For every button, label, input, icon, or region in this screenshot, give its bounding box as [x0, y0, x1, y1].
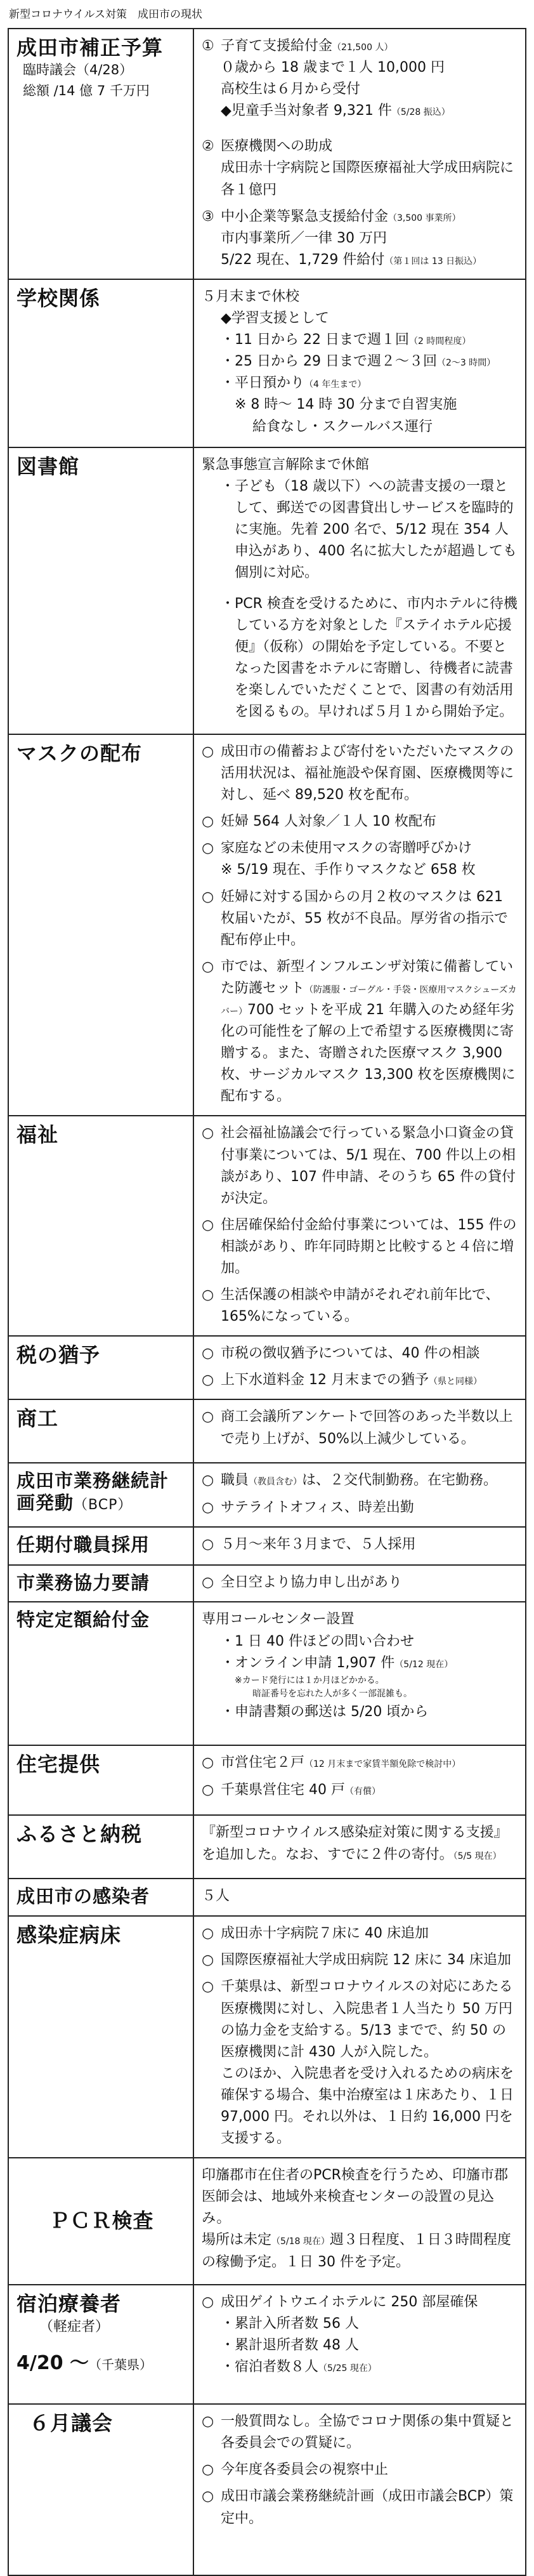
- mask-title: マスクの配布: [16, 741, 143, 765]
- commerce-item-1-mark: ○: [202, 1409, 214, 1425]
- bcp-title-note: （BCP）: [74, 1497, 133, 1514]
- special-line-3: ・オンライン申請 1,907 件: [221, 1655, 395, 1671]
- welfare-title: 福祉: [16, 1123, 59, 1147]
- mask-item-5-text-b: 700 セットを平成 21 年購入のため経年劣化の可能性を了解の上で希望する医療機関に寄贈する。また、寄贈された医療マスク 3,900 枚、サージカルマスク 13,300 枚を医療機関に配布する。: [221, 1001, 516, 1105]
- content-furusato: [193, 1815, 526, 1879]
- page-header: [0, 0, 534, 28]
- content-commerce: [193, 1399, 526, 1463]
- welfare-item-1: [202, 1123, 519, 1209]
- content-pcr: [193, 2158, 526, 2285]
- content-special: [193, 1602, 526, 1745]
- pcr-text-2-note: （5/18 現在）: [271, 2236, 330, 2247]
- lodging-item-1: [202, 2292, 519, 2378]
- row-special: [8, 1602, 526, 1745]
- budget-item-1-line-1: ０歳から 18 歳まで１人 10,000 円: [221, 60, 445, 76]
- commerce-title: 商工: [16, 1406, 59, 1431]
- row-bcp: [8, 1463, 526, 1526]
- bcp-item-1-note: （教員含む）: [249, 1477, 303, 1488]
- label-fixed-term: [8, 1527, 193, 1565]
- beds-item-1: [202, 1923, 519, 1945]
- infected-title: 成田市の感染者: [16, 1886, 150, 1908]
- cooperation-item-1-text: 全日空より協力申し出があり: [221, 1574, 403, 1590]
- mask-item-3-text: 家庭などの未使用マスクの寄贈呼びかけ: [221, 840, 472, 857]
- bcp-item-2: [202, 1497, 519, 1519]
- pcr-text-2a: 場所は未定: [202, 2232, 272, 2249]
- budget-item-2: [202, 136, 519, 201]
- school-line-4: ・25 日から 29 日まで週２～３回: [221, 353, 437, 370]
- welfare-item-2: [202, 1215, 519, 1279]
- beds-item-3-mark: ○: [202, 1979, 214, 1995]
- fixed-term-item-1-mark: ○: [202, 1536, 214, 1552]
- lodging-item-1-text: 成田ゲイトウエイホテルに 250 部屋確保: [221, 2294, 478, 2311]
- budget-session: 臨時議会（4/28）: [23, 62, 133, 78]
- mask-item-5-mark: ○: [202, 958, 214, 975]
- school-line-3: ・11 日から 22 日まで週１回: [221, 332, 409, 348]
- label-housing: [8, 1745, 193, 1815]
- tax-item-1-mark: ○: [202, 1345, 214, 1362]
- mask-item-4: [202, 887, 519, 951]
- content-school: [193, 279, 526, 447]
- content-beds: [193, 1916, 526, 2158]
- tax-item-2-mark: ○: [202, 1372, 214, 1389]
- row-lodging: [8, 2285, 526, 2404]
- status-table: [8, 28, 526, 2576]
- mask-item-2-text: 妊婦 564 人対象／１人 10 枚配布: [221, 814, 436, 830]
- mask-item-3: [202, 838, 519, 881]
- bcp-item-1: [202, 1470, 519, 1491]
- label-pcr: [8, 2158, 193, 2285]
- row-infected: [8, 1879, 526, 1916]
- infected-count: ５人: [202, 1888, 230, 1905]
- june-title: ６月議会: [29, 2411, 114, 2436]
- special-title: 特定定額給付金: [16, 1609, 150, 1631]
- housing-item-1: [202, 1752, 519, 1774]
- content-mask: [193, 734, 526, 1116]
- row-cooperation: [8, 1565, 526, 1602]
- school-line-7: 給食なし・スクールバス運行: [252, 418, 433, 435]
- budget-title: 成田市補正予算: [16, 36, 164, 60]
- beds-item-3: [202, 1976, 519, 2150]
- content-housing: [193, 1745, 526, 1815]
- label-commerce: [8, 1399, 193, 1463]
- library-line-1: 緊急事態宣言解除まで休館: [202, 456, 370, 473]
- mask-item-4-text: 妊婦に対する国からの月２枚のマスクは 621 枚届いたが、55 枚が不良品。厚労省の指示で配布停止中。: [221, 888, 508, 948]
- housing-title: 住宅提供: [16, 1752, 101, 1777]
- beds-item-2: [202, 1950, 519, 1971]
- budget-total: 総額 /14 億 7 千万円: [23, 83, 150, 98]
- library-point-1: [202, 476, 519, 584]
- pcr-title: ＰＣＲ検査: [49, 2208, 154, 2233]
- mask-item-1-text: 成田市の備蓄および寄付をいただいたマスクの活用状況は、福祉施設や保育園、医療機関等に対し、延べ 89,520 枚を配布。: [221, 743, 514, 803]
- school-line-2: ◆学習支援として: [221, 310, 329, 327]
- school-line-6: ※ 8 時～ 14 時 30 分まで自習実施: [235, 397, 457, 413]
- welfare-item-3: [202, 1285, 519, 1328]
- lodging-date-note: （千葉県）: [89, 2356, 153, 2372]
- school-line-1: ５月末まで休校: [202, 288, 300, 305]
- beds-item-2-mark: ○: [202, 1952, 214, 1969]
- june-item-3-mark: ○: [202, 2488, 214, 2505]
- lodging-line-1: ・累計入所者数 56 人: [221, 2316, 359, 2332]
- library-point-2-text: PCR 検査を受けるために、市内ホテルに待機している方を対象とした『ステイホテル応援便』（仮称）の開始を予定している。不要となった図書をホテルに寄贈し、待機者に読書を楽しんでいただくことで、図書の有効活用を図るもの。早ければ５月１から開始予定。: [235, 595, 518, 720]
- special-line-4: ・申請書類の郵送は 5/20 頃から: [221, 1704, 429, 1721]
- beds-item-1-mark: ○: [202, 1925, 214, 1942]
- budget-item-1: [202, 36, 519, 122]
- beds-item-1-text: 成田赤十字病院７床に 40 床追加: [221, 1925, 429, 1942]
- lodging-line-2: ・累計退所者数 48 人: [221, 2337, 359, 2354]
- beds-item-3-text-b: このほか、入院患者を受け入れるための病床を確保する場合、集中治療室は１床あたり、１日 97,000 円。それ以外は、１日約 16,000 円を支援する。: [221, 2065, 514, 2147]
- cooperation-title: 市業務協力要請: [16, 1571, 150, 1594]
- bcp-item-1-text-b: は、２交代制勤務。在宅勤務。: [302, 1472, 498, 1489]
- page-header-text: 新型コロナウイルス対策 成田市の現状: [9, 8, 202, 21]
- school-line-5: ・平日預かり: [221, 375, 305, 392]
- school-title: 学校関係: [16, 286, 101, 310]
- bcp-item-1-text-a: 職員: [221, 1472, 249, 1489]
- budget-item-1-line-3: ◆児童手当対象者 9,321 件: [221, 103, 392, 119]
- fixed-term-item-1: [202, 1534, 519, 1556]
- mask-item-3-note: ※ 5/19 現在、手作りマスクなど 658 枚: [221, 862, 476, 878]
- school-line-5-note: （4 年生まで）: [304, 380, 367, 390]
- lodging-date: 4/20 ～: [16, 2351, 89, 2374]
- tax-item-1: [202, 1343, 519, 1364]
- budget-item-1-head: 子育て支援給付金: [221, 38, 333, 54]
- special-line-3-note: （5/12 現在）: [394, 1659, 453, 1670]
- content-welfare: [193, 1116, 526, 1336]
- content-fixed-term: [193, 1527, 526, 1565]
- furusato-note: （5/5 現在）: [453, 1851, 502, 1861]
- welfare-item-3-text: 生活保護の相談や申請がそれぞれ前年比で、165%になっている。: [221, 1287, 500, 1325]
- row-welfare: [8, 1116, 526, 1336]
- june-item-1-mark: ○: [202, 2414, 214, 2430]
- row-school: [8, 279, 526, 447]
- library-point-2: [202, 593, 519, 723]
- content-infected: [193, 1879, 526, 1916]
- housing-item-1-text: 市営住宅２戸: [221, 1755, 305, 1771]
- cooperation-item-1: [202, 1572, 519, 1594]
- label-cooperation: [8, 1565, 193, 1602]
- special-line-2: ・1 日 40 件ほどの問い合わせ: [221, 1633, 414, 1649]
- label-beds: [8, 1916, 193, 2158]
- june-item-1-text: 一般質問なし。全協でコロナ関係の集中質疑と各委員会での質疑に。: [221, 2414, 514, 2452]
- june-item-3-text: 成田市議会業務継続計画（成田市議会BCP）策定中。: [221, 2488, 514, 2526]
- content-cooperation: [193, 1565, 526, 1602]
- mask-item-2: [202, 811, 519, 833]
- special-line-1: 専用コールセンター設置: [202, 1611, 355, 1628]
- welfare-item-2-text: 住居確保給付金給付事業については、155 件の相談があり、昨年同時期と比較すると４倍に増加。: [221, 1217, 517, 1276]
- row-june: [8, 2404, 526, 2575]
- school-line-4-note: （2～3 時間）: [436, 358, 496, 369]
- library-title: 図書館: [16, 454, 80, 479]
- mask-item-5-text-a: 市では、新型インフルエンザ対策に備蓄していた防護セット: [221, 958, 514, 996]
- bcp-title: 成田市業務継続計画発動: [16, 1470, 169, 1514]
- june-item-1: [202, 2411, 519, 2454]
- special-note-1: ※カード発行には１か月ほどかかる。: [235, 1675, 384, 1686]
- budget-item-3-line-2: 5/22 現在、1,729 件給付: [221, 251, 385, 268]
- housing-item-2: [202, 1780, 519, 1801]
- mask-item-5-note: （防護服・ゴーグル・手袋・医療用マスクシューズカバー）: [221, 984, 517, 1017]
- housing-item-1-mark: ○: [202, 1755, 214, 1771]
- pcr-text-1: 印旛郡市在住者のPCR検査を行うため、印旛市郡医師会は、地域外来検査センターの設置の見込み。: [202, 2167, 509, 2227]
- row-budget: [8, 29, 526, 279]
- cooperation-item-1-mark: ○: [202, 1574, 214, 1590]
- beds-item-2-text: 国際医療福祉大学成田病院 12 床に 34 床追加: [221, 1952, 511, 1969]
- lodging-sub: （軽症者）: [39, 2318, 110, 2335]
- bcp-item-1-mark: ○: [202, 1472, 214, 1489]
- commerce-item-1: [202, 1406, 519, 1450]
- label-bcp: [8, 1463, 193, 1526]
- content-lodging: [193, 2285, 526, 2404]
- content-budget: [193, 29, 526, 279]
- bcp-item-2-mark: ○: [202, 1499, 214, 1516]
- commerce-item-1-text: 商工会議所アンケートで回答のあった半数以上で売り上げが、50%以上減少している。: [221, 1409, 513, 1447]
- mask-item-1-mark: ○: [202, 743, 214, 760]
- housing-item-2-mark: ○: [202, 1781, 214, 1798]
- content-library: [193, 447, 526, 734]
- fixed-term-title: 任期付職員採用: [16, 1533, 150, 1556]
- furusato-text: 『新型コロナウイルス感染症対策に関する支援』を追加した。なお、すでに２件の寄付。: [202, 1825, 508, 1863]
- welfare-item-1-mark: ○: [202, 1125, 214, 1142]
- mask-item-1: [202, 741, 519, 806]
- row-tax: [8, 1336, 526, 1399]
- budget-item-1-line-2: 高校生は６月から受付: [221, 81, 361, 98]
- label-june: [8, 2404, 193, 2575]
- row-commerce: [8, 1399, 526, 1463]
- library-point-1-bullet: ・: [221, 479, 235, 495]
- mask-item-2-mark: ○: [202, 814, 214, 830]
- budget-item-1-mark: ①: [202, 38, 214, 54]
- label-library: [8, 447, 193, 734]
- row-pcr: [8, 2158, 526, 2285]
- content-tax: [193, 1336, 526, 1399]
- tax-item-2-text: 上下水道料金 12 月末までの猶予: [221, 1372, 429, 1389]
- label-lodging: [8, 2285, 193, 2404]
- tax-title: 税の猶予: [16, 1343, 101, 1368]
- tax-item-2-note: （県と同様）: [428, 1377, 482, 1387]
- label-budget: [8, 29, 193, 279]
- mask-item-5: [202, 956, 519, 1108]
- lodging-title: 宿泊療養者: [16, 2292, 122, 2316]
- welfare-item-1-text: 社会福祉協議会で行っている緊急小口資金の貸付事業については、5/1 現在、700 件以上の相談があり、107 件申請、そのうち 65 件の貸付が決定。: [221, 1125, 516, 1206]
- lodging-line-3: ・宿泊者数８人: [221, 2359, 319, 2375]
- june-item-2-text: 今年度各委員会の視察中止: [221, 2462, 389, 2478]
- bcp-item-2-text: サテライトオフィス、時差出勤: [221, 1499, 414, 1516]
- fixed-term-item-1-text: ５月～来年３月まで、５人採用: [221, 1536, 416, 1552]
- row-beds: [8, 1916, 526, 2158]
- welfare-item-2-mark: ○: [202, 1217, 214, 1233]
- tax-item-1-text: 市税の徴収猶予については、40 件の相談: [221, 1345, 480, 1362]
- budget-item-3: [202, 206, 519, 271]
- budget-item-1-line-3-note: （5/28 振込）: [391, 107, 450, 118]
- mask-item-3-mark: ○: [202, 840, 214, 857]
- budget-item-3-mark: ③: [202, 208, 214, 225]
- school-line-3-note: （2 時間程度）: [408, 336, 471, 347]
- welfare-item-3-mark: ○: [202, 1287, 214, 1304]
- budget-item-2-mark: ②: [202, 138, 214, 155]
- june-item-2-mark: ○: [202, 2462, 214, 2478]
- pcr-text-2b: 週３日程度、１日３時間程度の稼働予定。１日 30 件を予定。: [202, 2232, 511, 2270]
- lodging-item-1-mark: ○: [202, 2294, 214, 2311]
- row-library: [8, 447, 526, 734]
- label-welfare: [8, 1116, 193, 1336]
- special-note-2: 暗証番号を忘れた人が多く一部混雑も。: [252, 1689, 412, 1700]
- label-special: [8, 1602, 193, 1745]
- lodging-line-3-note: （5/25 現在）: [318, 2363, 377, 2374]
- label-mask: [8, 734, 193, 1116]
- row-furusato: [8, 1815, 526, 1879]
- budget-item-1-head-note: （21,500 人）: [332, 43, 393, 53]
- label-infected: [8, 1879, 193, 1916]
- row-housing: [8, 1745, 526, 1815]
- library-point-2-bullet: ・: [221, 595, 235, 612]
- housing-item-1-note: （12 月末まで家賃半額免除で検討中）: [304, 1759, 461, 1770]
- budget-item-3-line-2-note: （第１回は 13 日振込）: [384, 256, 482, 267]
- budget-item-3-line-1: 市内事業所／一律 30 万円: [221, 230, 387, 246]
- row-mask: [8, 734, 526, 1116]
- budget-item-2-line-1: 成田赤十字病院と国際医療福祉大学成田病院に各１億円: [221, 160, 514, 198]
- mask-item-4-mark: ○: [202, 888, 214, 905]
- beds-item-3-text-a: 千葉県は、新型コロナウイルスの対応にあたる医療機関に対し、入院患者１人当たり 50 万円の協力金を支給する。5/13 までで、約 50 の医療機関に計 430 人が入院した。: [221, 1979, 513, 2060]
- budget-item-3-head: 中小企業等緊急支援給付金: [221, 208, 389, 225]
- tax-item-2: [202, 1370, 519, 1391]
- furusato-title: ふるさと納税: [16, 1822, 143, 1847]
- label-school: [8, 279, 193, 447]
- housing-item-2-note: （有償）: [344, 1786, 381, 1797]
- content-bcp: [193, 1463, 526, 1526]
- june-item-3: [202, 2486, 519, 2529]
- row-fixed-term: [8, 1527, 526, 1565]
- housing-item-2-text: 千葉県営住宅 40 戸: [221, 1781, 345, 1798]
- beds-title: 感染症病床: [16, 1923, 122, 1948]
- budget-item-2-head: 医療機関への助成: [221, 138, 333, 155]
- june-item-2: [202, 2459, 519, 2481]
- budget-item-3-head-note: （3,500 事業所）: [388, 213, 461, 223]
- label-tax: [8, 1336, 193, 1399]
- content-june: [193, 2404, 526, 2575]
- library-point-1-text: 子ども（18 歳以下）への読書支援の一環として、郵送での図書貸出しサービスを臨時的に実施。先着 200 名で、5/12 現在 354 人申込があり、400 名に拡大したが超過しても個別に対応。: [235, 479, 518, 581]
- label-furusato: [8, 1815, 193, 1879]
